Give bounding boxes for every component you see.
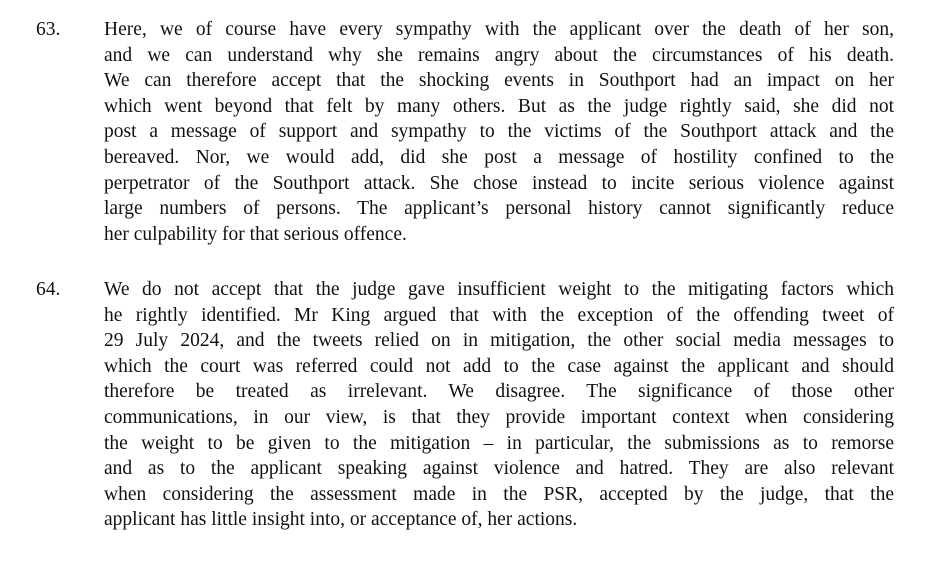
text-line: post a message of support and sympathy to the victims of the Southport attack and the xyxy=(104,121,894,143)
text-line: We can therefore accept that the shocking events in Southport had an impact on her xyxy=(104,70,894,92)
text-line: We do not accept that the judge gave insufficient weight to the mitigating factors which xyxy=(104,279,894,300)
paragraph-number: 63. xyxy=(36,19,61,40)
text-line: and as to the applicant speaking against violence and hatred. They are also relevant xyxy=(104,458,894,480)
paragraph-text xyxy=(104,277,894,533)
text-line: 29 July 2024, and the tweets relied on in mitigation, the other social media messages to xyxy=(104,330,894,352)
paragraph-text xyxy=(104,17,894,247)
text-line: therefore be treated as irrelevant. We disagree. The significance of those other xyxy=(104,381,894,403)
text-line: which the court was referred could not add to the case against the applicant and should xyxy=(104,355,894,377)
text-line: when considering the assessment made in the PSR, accepted by the judge, that the xyxy=(104,483,894,505)
text-line: large numbers of persons. The applicant’s personal history cannot significantly reduce xyxy=(104,198,894,220)
text-line: which went beyond that felt by many others. But as the judge rightly said, she did not xyxy=(104,95,894,117)
paragraph-number: 64. xyxy=(36,279,61,300)
text-line: and we can understand why she remains angry about the circumstances of his death. xyxy=(104,44,894,66)
text-line: bereaved. Nor, we would add, did she post a message of hostility confined to the xyxy=(104,146,894,168)
text-line: Here, we of course have every sympathy with the applicant over the death of her son, xyxy=(104,19,894,40)
text-line: applicant has little insight into, or acceptance of, her actions. xyxy=(104,509,578,531)
text-line: perpetrator of the Southport attack. She chose instead to incite serious violence against xyxy=(104,172,894,194)
text-line: communications, in our view, is that they provide important context when considering xyxy=(104,406,894,428)
text-line: he rightly identified. Mr King argued that with the exception of the offending tweet of xyxy=(104,304,894,326)
text-line: her culpability for that serious offence. xyxy=(104,223,407,245)
text-line: the weight to be given to the mitigation – in particular, the submissions as to remorse xyxy=(104,432,894,454)
